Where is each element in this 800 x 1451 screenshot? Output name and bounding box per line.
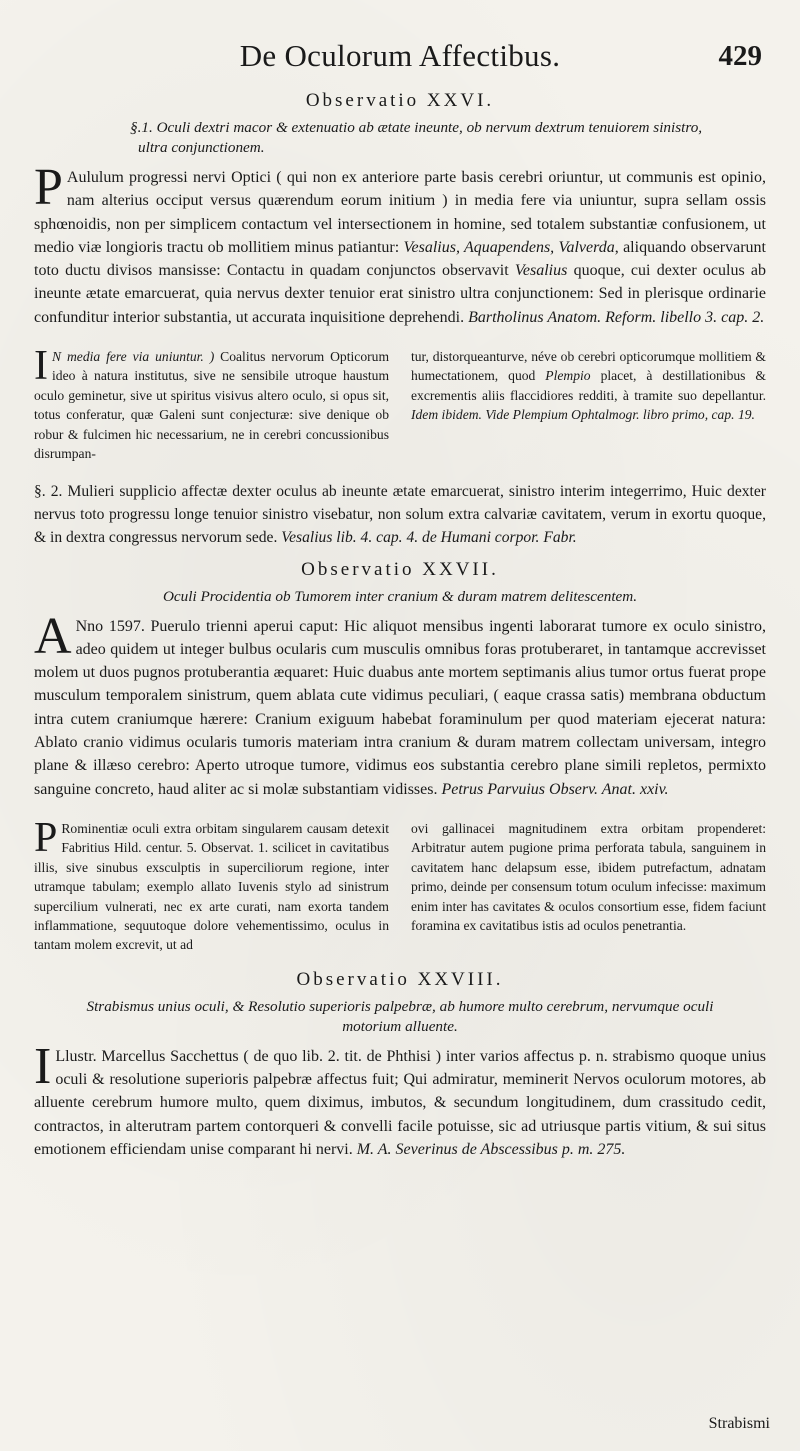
observation-28-heading: Observatio XXVIII. <box>296 968 504 990</box>
drop-cap: A <box>34 607 72 665</box>
drop-cap: P <box>34 814 58 861</box>
observation-27-text: A Nno 1597. Puerulo trienni aperui caput: Hic aliquot mensibus ingenti laborarat tumore ex oculo sinistro, adeo quidem ut integer bulbus ocularis cum musculis omnibus foras protuberaret, in tantamque accrevisset molem ut duos pugnos protuberantia æquaret: Huic duabus ante mortem septimanis alius tumor ortus fuerat prope musculum temporalem sinistrum, quem ablata cute vidimus peculiari, ( eaque crassa satis) membrana obductum intra cutem craniumque hærere: Cranium exiguum habebat foraminulum per quod materiam ejecerat natura: Ablato cranio vidimus ocularis tumoris materiam intra cranium & duram matrem collectam universam, integro plane & illæso cerebro: Aperto utroque tumore, vidimus eos substantia cerebro plane simili repletos, permixto sanguine concreto, haud aliter ac si molæ substantiam vidisses. Petrus Parvuius Observ. Anat. xxiv. <box>34 607 766 798</box>
observation-27-heading: Observatio XXVII. <box>301 558 499 580</box>
observation-26-summary: §.1. Oculi dextri macor & extenuatio ab ætate ineunte, ob nervum dextrum tenuiorem sinistro, ultra conjunctionem. <box>130 119 703 156</box>
observation-26-heading: Observatio XXVI. <box>305 90 495 111</box>
observation-28-summary: Strabismus unius oculi, & Resolutio superioris palpebræ, ab humore multo cerebrum, nervumque oculi motorium alluente. <box>86 997 714 1035</box>
running-title: De Oculorum Affectibus. <box>239 38 561 73</box>
citation: Petrus Parvuius Observ. Anat. xxiv. <box>441 780 669 798</box>
commentary-right-column: ovi gallinacei magnitudinem extra orbitam propenderet: Arbitratur autem pugione prima perforata tabula, sanguinem in cavitatem hanc delapsum esse, ibidem putrefactum, adnatam primo, deinde per consensum totum oculum infecisse: maximum enim inter has cavitates & oculos consortium esse, fidem faciunt foramina ex cavitatibus istis ad oculos penetrantia. <box>410 820 766 933</box>
drop-cap: I <box>34 1037 52 1095</box>
observation-26-text: P Aululum progressi nervi Optici ( qui non ex anteriore parte basis cerebri oriuntur, ut communis est opinio, nam alterius occiput versus quærendum eorum initium ) in media fere via uniuntur, supra sellam ossis sphœnoidis, non per simplicem contactum vel intersectionem in homine, sed totalem substantiæ confusionem, ut medio viæ longioris tractu ob mollitiem minus patiantur: Vesalius, Aquapendens, Valverda, aliquando observarunt toto ductu divisos mansisse: Contactu in quadam conjunctos observavit Vesalius quoque, cui dexter oculus ab ineunte ætate emarcuerat, quia nervus dexter tenuior erat sinistro ultra conjunctionem: Sed in plerisque ordinarie confunditur interior substantia, ut accurata inquisitione deprehendi. Bartholinus Anatom. Reform. libello 3. cap. 2. <box>34 159 767 326</box>
observation-26-section-2: §. 2. Mulieri supplicio affectæ dexter oculus ab ineunte ætate emarcuerat, sinistro interim integerrimo, Huic dexter nervus toto progressu longe tenuior sinistro visebatur, non solum extra calvariæ cavitatem, verum in exortu quoque, & in dextra congressus nervorum sede. Vesalius lib. 4. cap. 4. de Humani corpor. Fabr. <box>34 482 766 546</box>
observation-27-summary: Oculi Procidentia ob Tumorem inter cranium & duram matrem delitescentem. <box>162 587 638 605</box>
drop-cap: I <box>34 343 48 390</box>
citation: M. A. Severinus de Abscessibus p. m. 275. <box>356 1140 626 1158</box>
page-header <box>34 38 766 84</box>
observation-27-commentary <box>34 814 766 955</box>
commentary-left-column: P Rominentiæ oculi extra orbitam singularem causam detexit Fabritius Hild. centur. 5. Observat. 1. scilicet in cavitatibus illis, sive sinubus exsculptis in superciliorum regione, inter utramque tabulam; exemplo allato Iuvenis stylo ad sinistrum supercilium vulnerati, nec ex arte curati, nam exorta tandem inflammatione, sequutoque dolore vehementissimo, oculus in tantam molem excrevit, ut ad <box>34 814 390 953</box>
observation-26-commentary <box>34 343 766 463</box>
drop-cap: P <box>34 159 63 216</box>
page-number: 429 <box>718 40 762 72</box>
citation: Bartholinus Anatom. Reform. libello 3. cap. 2. <box>468 308 765 326</box>
catchword: Strabismi <box>708 1415 770 1432</box>
citation: Vesalius lib. 4. cap. 4. de Humani corpor. Fabr. <box>281 528 577 546</box>
commentary-right-column: tur, distorqueanturve, néve ob cerebri opticorumque mollitiem & humectationem, quod Plempio placet, à destillationibus & excrementis aliis flaccidiores redditi, à tramite suo depellantur. Idem ibidem. Vide Plempium Ophtalmogr. libro primo, cap. 19. <box>410 349 766 423</box>
commentary-left-column: I N media fere via uniuntur. ) Coalitus nervorum Opticorum ideo à natura institutus, sive ne sensibile utroque haustum oculo geminetur, sive ut spiritus visivus altero oculo, si opus sit, totus conferatur, quæ Galeni sunt conjecturæ: sive denique ob robur & fulcimen hic necessarium, ne in cerebri concussionibus disrumpan- <box>34 343 390 462</box>
citation: Idem ibidem. Vide Plempium Ophtalmogr. libro primo, cap. 19. <box>410 407 755 423</box>
observation-28-text: I Llustr. Marcellus Sacchettus ( de quo lib. 2. tit. de Phthisi ) inter varios affectus p. n. strabismo quoque unius oculi & resolutione superioris palpebræ affectus fuit; Qui admiratur, meminerit Nervos oculorum motores, ab alluente cerebrum humore multo, quem diximus, imbutos, & secundum longitudinem, dum crassitudo cedit, contractos, in alterutram partem contorqueri & convelli facile potuisse, sic ad utriusque partis vitium, & sui situs emotionem efficiendam unise comparant hi nervi. M. A. Severinus de Abscessibus p. m. 275. <box>34 1037 766 1158</box>
